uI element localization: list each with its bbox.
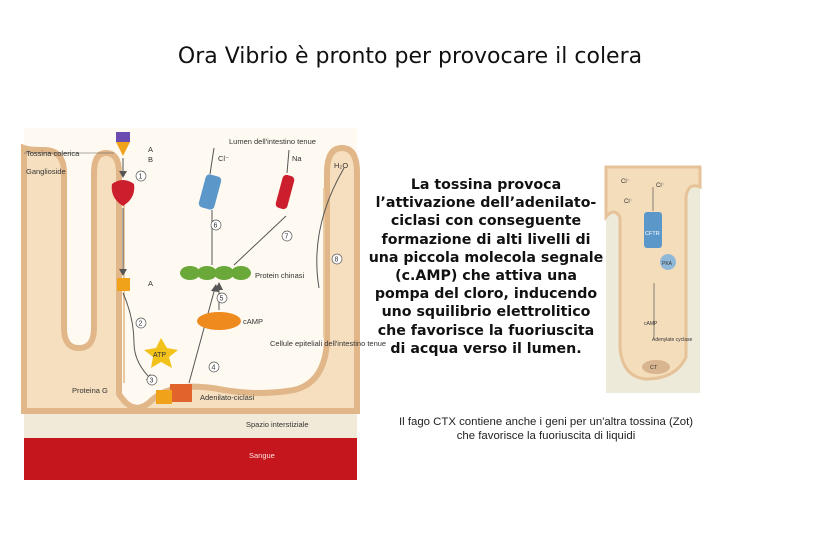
proteina-g-shape (156, 390, 172, 404)
kinase-bead-4 (231, 266, 251, 280)
label-adenylate: Adenylate cyclase (652, 337, 693, 343)
label-tossina-colerica: Tossina colerica (26, 149, 80, 158)
label-a-mid: A (148, 279, 154, 288)
label-ganglioside: Ganglioside (26, 167, 66, 176)
cftr-channel-right (644, 212, 662, 248)
label-h2o: H₂O (334, 161, 349, 170)
blood-layer (24, 438, 357, 480)
svg-text:1: 1 (138, 173, 143, 181)
slide-title: Ora Vibrio è pronto per provocare il colera (177, 44, 643, 69)
label-pka: PKA (662, 261, 673, 267)
label-camp: cAMP (243, 317, 264, 326)
label-na: Na (292, 154, 302, 163)
svg-text:8: 8 (334, 256, 339, 264)
svg-text:2: 2 (138, 320, 143, 328)
label-camp-right: cAMP (644, 321, 658, 327)
svg-text:3: 3 (149, 377, 154, 385)
cholera-mechanism-figure (24, 128, 387, 480)
label-lumen: Lumen dell'intestino tenue (229, 137, 316, 146)
label-sangue: Sangue (249, 451, 275, 460)
label-cl: Cl⁻ (218, 154, 230, 163)
label-cl-2: Cl⁻ (656, 183, 665, 189)
label-proteina-g: Proteina G (72, 386, 108, 395)
label-a-top: A (148, 145, 154, 154)
a-subunit-internal (117, 278, 130, 291)
label-protein-chinasi: Protein chinasi (255, 271, 305, 280)
svg-text:5: 5 (219, 295, 224, 303)
adenylate-cyclase (170, 384, 192, 402)
label-adenilato: Adenilato-ciclasi (200, 393, 255, 402)
cftr-figure (606, 167, 700, 393)
footnote-text: Il fago CTX contiene anche i geni per un'altra tossina (Zot) che favorisce la fuoriuscita di liquidi (398, 416, 694, 442)
toxin-b-subunit (116, 132, 130, 142)
label-cftr: CFTR (645, 231, 660, 237)
label-spazio: Spazio interstiziale (246, 420, 309, 429)
label-b-top: B (148, 155, 154, 164)
svg-text:7: 7 (284, 233, 289, 241)
label-ct: CT (650, 365, 658, 371)
svg-text:4: 4 (211, 364, 216, 372)
label-atp: ATP (153, 352, 167, 359)
label-cellule: Cellule epiteliali dell'intestino tenue (270, 339, 387, 348)
label-cl-1: Cl⁻ (621, 179, 630, 185)
camp-disc (197, 312, 241, 330)
main-explanation-text: La tossina provoca l’attivazione dell’adenilato-ciclasi con conseguente formazione di alti livelli di una piccola molecola segnale (c.AMP) che attiva una pompa del cloro, inducendo uno squilibrio elettrolitico che favorisce la fuoriuscita di acqua verso il lumen. (368, 177, 604, 357)
label-cl-3: Cl⁻ (624, 199, 633, 205)
svg-text:6: 6 (213, 222, 218, 230)
